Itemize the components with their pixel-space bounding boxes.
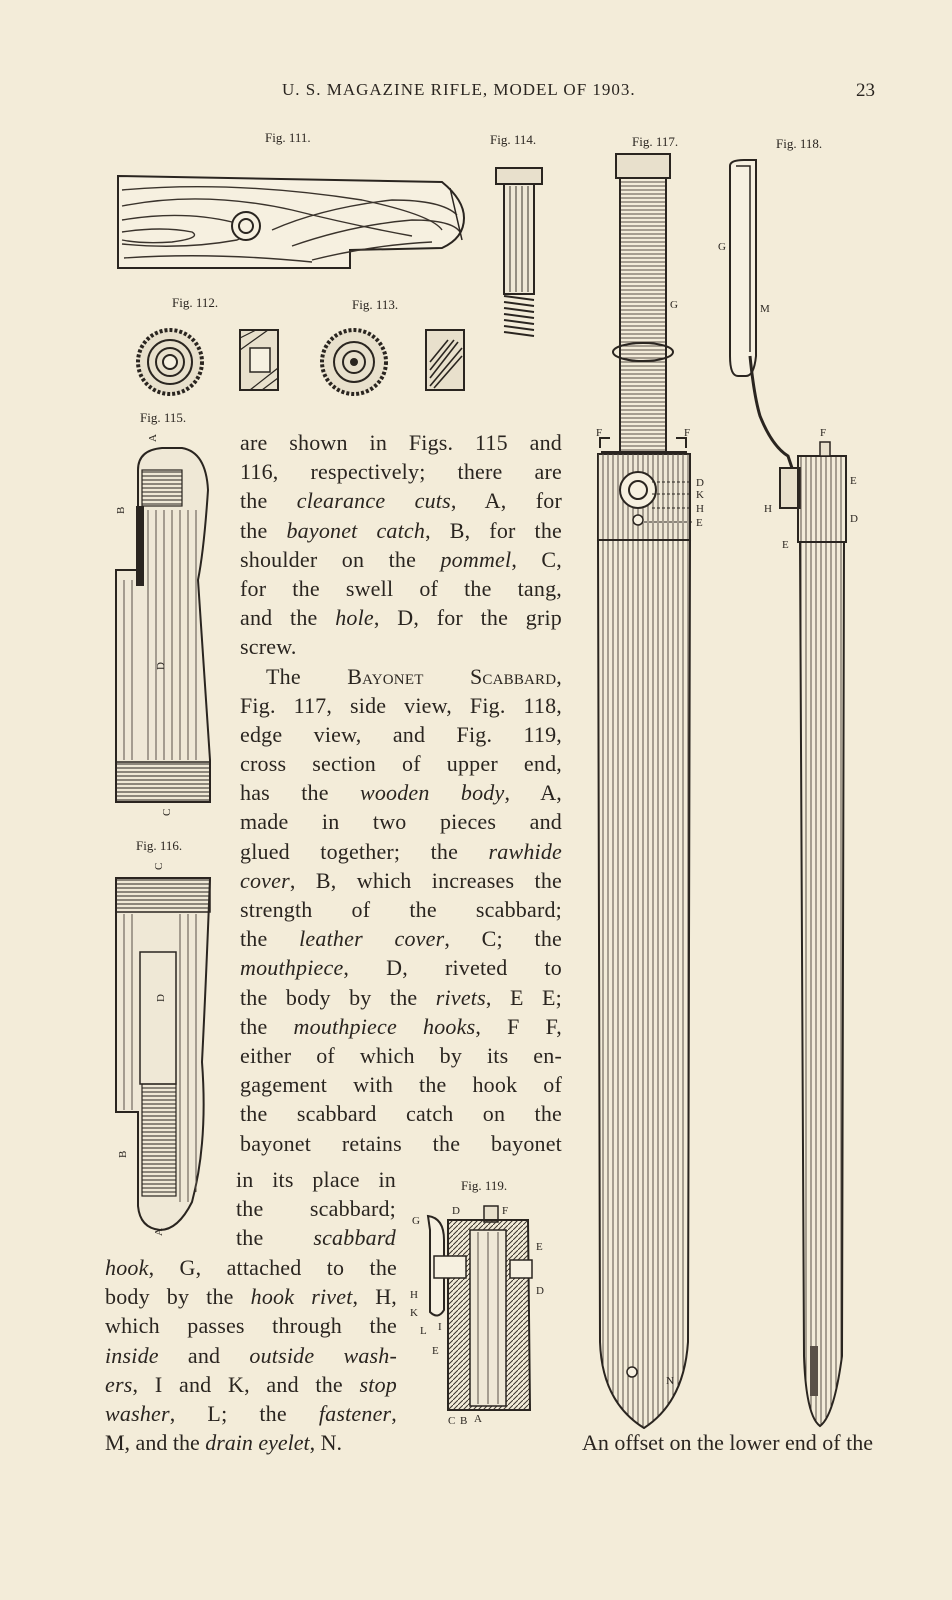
text-line: either of which by its en- [240, 1042, 562, 1068]
fig-119-label: B [460, 1415, 468, 1427]
fig-114-screw-drawing [494, 166, 546, 342]
text-line: has the wooden body, A, [240, 780, 562, 806]
fig-111-grip-drawing [112, 170, 474, 280]
paragraph-2 [240, 691, 562, 1158]
fig-119-label: I [438, 1321, 442, 1333]
paragraph-1 [240, 428, 562, 662]
fig-118-label: F [820, 427, 827, 439]
text-line: the leather cover, C; the [240, 926, 562, 952]
fig-119-label: A [474, 1413, 482, 1425]
fig-119-label: H [410, 1289, 418, 1301]
text-line: gagement with the hook of [240, 1072, 562, 1098]
fig-119-label: F [502, 1205, 509, 1217]
text-line: inside and outside wash- [105, 1342, 398, 1368]
fig-118-label: G [718, 241, 726, 253]
text-line: hook, G, attached to the [105, 1255, 397, 1280]
text-line: which passes through the [105, 1313, 397, 1339]
fig-117-label: F [596, 427, 603, 439]
fig-116-grip-section-drawing [112, 862, 216, 1240]
text-line: edge view, and Fig. 119, [240, 721, 562, 747]
fig-118-scabbard-edge-drawing [718, 156, 864, 1432]
fig-114-caption: Fig. 114. [490, 132, 537, 147]
text-line: in its place in [236, 1167, 396, 1192]
fig-118-label: E [782, 539, 789, 551]
text-line: glued together; the rawhide [240, 838, 562, 864]
fig-115-label: C [161, 808, 173, 816]
fig-115-grip-section-drawing [112, 430, 216, 818]
text-line: the bayonet catch, B, for the [240, 517, 562, 543]
text-line: screw. [240, 634, 297, 660]
fig-119-label: K [410, 1307, 418, 1319]
fig-117-label: K [696, 489, 704, 501]
text-line: the scabbard [236, 1225, 396, 1251]
text-column-main [240, 428, 562, 1158]
last-line-left: M, and the drain eyelet, N. [105, 1430, 343, 1455]
narrow-lines [236, 1165, 396, 1253]
text-column-wide [105, 1253, 397, 1428]
fig-117-label: N [666, 1375, 674, 1387]
page-number: 23 [856, 80, 875, 101]
text-line: the scabbard catch on the [240, 1101, 562, 1127]
fig-116-label: B [117, 1150, 129, 1158]
fig-117-label: H [696, 503, 704, 515]
wide-lines [105, 1253, 397, 1428]
fig-115-label: B [115, 506, 127, 514]
para2-start: The [266, 663, 301, 689]
paragraph-2-first-line [240, 662, 562, 691]
fig-119-label: E [536, 1241, 543, 1253]
fig-119-cross-section-drawing [408, 1200, 550, 1428]
fig-115-caption: Fig. 115. [140, 410, 187, 425]
text-line: for the swell of the tang, [240, 575, 562, 601]
last-text-line [105, 1430, 873, 1456]
text-line: ers, I and K, and the stop [105, 1371, 397, 1397]
text-line: made in two pieces and [240, 809, 562, 835]
text-line: cross section of upper end, [240, 751, 562, 777]
fig-117-label: D [696, 477, 704, 489]
text-line: body by the hook rivet, H, [105, 1284, 397, 1310]
fig-117-label: G [670, 299, 678, 311]
page-header [0, 80, 952, 110]
fig-117-label: E [696, 517, 703, 529]
fig-113-caption: Fig. 113. [352, 297, 399, 312]
text-line: 116, respectively; there are [240, 459, 562, 485]
fig-111-caption: Fig. 111. [265, 130, 311, 145]
fig-119-label: G [412, 1215, 420, 1227]
text-line: and the hole, D, for the grip [240, 605, 562, 631]
text-line: the scabbard; [236, 1196, 396, 1222]
para2-smallcaps: Bayonet Scabbard, [347, 663, 562, 689]
fig-118-caption: Fig. 118. [776, 136, 823, 151]
text-line: cover, B, which increases the [240, 867, 562, 893]
text-line: Fig. 117, side view, Fig. 118, [240, 692, 562, 718]
fig-118-label: E [850, 475, 857, 487]
fig-118-label: H [764, 503, 772, 515]
fig-113-nut-front-drawing [318, 326, 390, 398]
fig-118-label: M [760, 303, 770, 315]
text-line: mouthpiece, D, riveted to [240, 955, 562, 981]
last-line-right: An offset on the lower end of the [581, 1430, 873, 1455]
fig-112-caption: Fig. 112. [172, 295, 219, 310]
fig-119-label: E [432, 1345, 439, 1357]
text-line: bayonet retains the bayonet [240, 1130, 562, 1156]
text-line: the clearance cuts, A, for [240, 488, 562, 514]
running-head: U. S. MAGAZINE RIFLE, MODEL OF 1903. [282, 80, 636, 99]
text-line: are shown in Figs. 115 and [240, 430, 562, 455]
fig-116-caption: Fig. 116. [136, 838, 183, 853]
text-line: washer, L; the fastener, [105, 1400, 397, 1426]
fig-119-label: L [420, 1325, 427, 1337]
text-column-narrow [236, 1165, 396, 1253]
fig-117-caption: Fig. 117. [632, 134, 679, 149]
text-line: the body by the rivets, E E; [240, 984, 562, 1010]
text-line: strength of the scabbard; [240, 897, 562, 922]
fig-115-label: A [147, 434, 159, 442]
fig-116-label: C [153, 862, 165, 870]
fig-112-nut-front-drawing [134, 326, 206, 398]
fig-118-label: D [850, 513, 858, 525]
fig-116-label: D [155, 994, 167, 1002]
fig-119-label: D [536, 1285, 544, 1297]
fig-112-nut-side-drawing [238, 328, 282, 394]
fig-119-label: C [448, 1415, 456, 1427]
fig-117-scabbard-side-drawing [596, 152, 716, 1434]
fig-115-label: D [155, 662, 167, 670]
fig-117-label: F [684, 427, 691, 439]
fig-119-caption: Fig. 119. [461, 1178, 508, 1193]
fig-116-label: A [153, 1228, 165, 1236]
text-line: shoulder on the pommel, C, [240, 546, 562, 572]
text-line: the mouthpiece hooks, F F, [240, 1013, 562, 1039]
fig-119-label: D [452, 1205, 460, 1217]
fig-113-nut-side-drawing [424, 328, 468, 394]
